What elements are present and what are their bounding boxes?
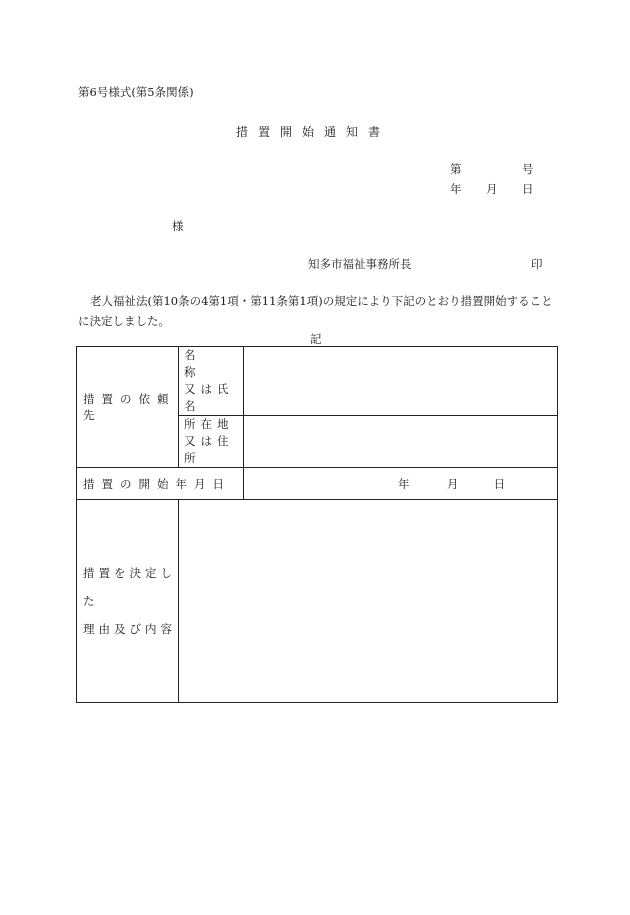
requester-label: 措置の依頼先 [77, 347, 179, 468]
reason-label-line1: 措置を決定した [83, 566, 176, 608]
issuer-name: 知多市福祉事務所長 [308, 257, 412, 271]
address-label-line2: 又は住所 [184, 434, 234, 465]
recipient-honorific: 様 [172, 219, 184, 233]
start-year-label: 年 [398, 476, 410, 491]
name-label [179, 347, 244, 416]
name-field[interactable] [244, 347, 558, 416]
reason-label-line2: 理由及び内容 [83, 622, 176, 636]
start-date-label: 措置の開始年月日 [77, 468, 244, 500]
start-date-row [77, 468, 558, 500]
document-title: 措置開始通知書 [236, 125, 391, 139]
start-date-field[interactable] [244, 468, 558, 500]
name-row [77, 347, 558, 416]
start-day-label: 日 [493, 476, 506, 491]
name-label-line1: 名 称 [184, 348, 234, 379]
issue-day-label: 日 [522, 182, 534, 196]
reason-field[interactable] [179, 500, 558, 703]
address-field[interactable] [244, 416, 558, 468]
ki-heading: 記 [310, 332, 322, 346]
doc-number-label: 第 [450, 162, 462, 176]
seal-mark: 印 [531, 257, 543, 271]
body-text: 老人福祉法(第10条の4第1項・第11条第1項)の規定により下記のとおり措置開始することに決定しました。 [78, 294, 553, 328]
start-month-label: 月 [446, 476, 459, 491]
name-label-line2: 又は氏名 [184, 382, 234, 413]
issue-month-label: 月 [486, 182, 498, 196]
address-label-line1: 所在地 [184, 417, 234, 431]
address-label [179, 416, 244, 468]
reason-row [77, 500, 558, 703]
issue-year-label: 年 [450, 182, 462, 196]
reason-label [77, 500, 179, 703]
form-number: 第6号様式(第5条関係) [78, 85, 194, 99]
doc-number-suffix: 号 [522, 162, 534, 176]
details-table [76, 346, 558, 703]
